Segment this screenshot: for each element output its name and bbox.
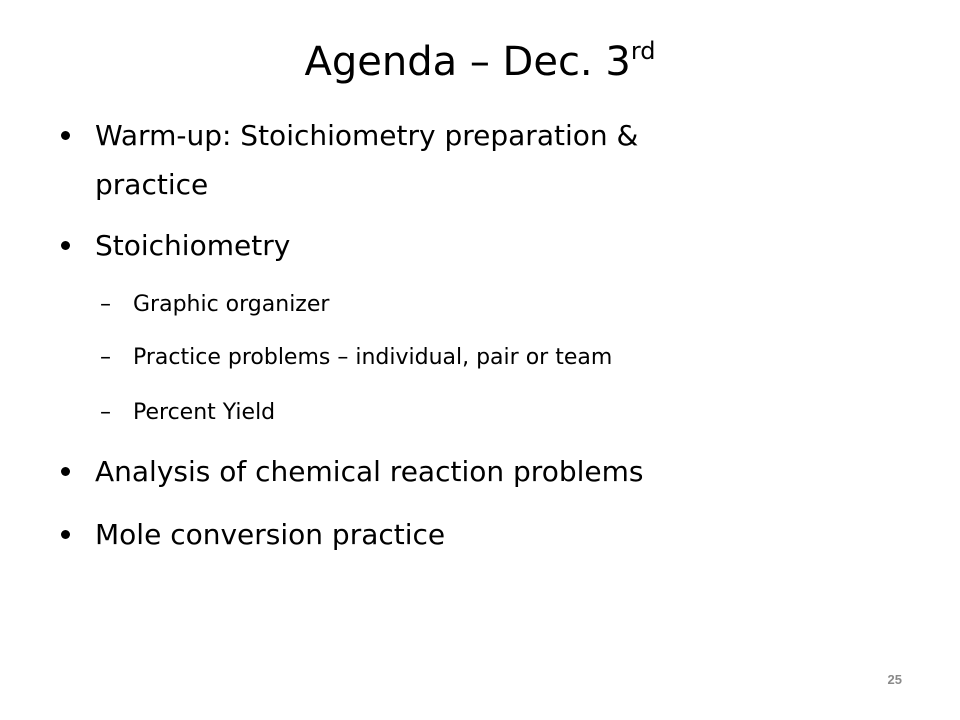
page-number: 25 [887, 672, 902, 687]
sub-item-graphic-organizer: Graphic organizer [133, 292, 330, 317]
bullet-dot-icon [61, 131, 70, 140]
dash-icon: – [100, 345, 111, 370]
bullet-item-warmup-continued: practice [95, 168, 209, 201]
slide-title-superscript: rd [630, 37, 656, 65]
slide-title-text: Agenda – Dec. 3 [304, 39, 631, 85]
sub-item-practice-problems: Practice problems – individual, pair or team [133, 345, 613, 370]
bullet-dot-icon [61, 241, 70, 250]
bullet-item-warmup: Warm-up: Stoichiometry preparation & [95, 119, 639, 152]
bullet-dot-icon [61, 530, 70, 539]
sub-item-percent-yield: Percent Yield [133, 400, 276, 425]
bullet-item-mole-conversion: Mole conversion practice [95, 518, 446, 551]
dash-icon: – [100, 400, 111, 425]
dash-icon: – [100, 292, 111, 317]
bullet-item-analysis: Analysis of chemical reaction problems [95, 455, 644, 488]
bullet-item-stoichiometry: Stoichiometry [95, 229, 291, 262]
bullet-dot-icon [61, 467, 70, 476]
